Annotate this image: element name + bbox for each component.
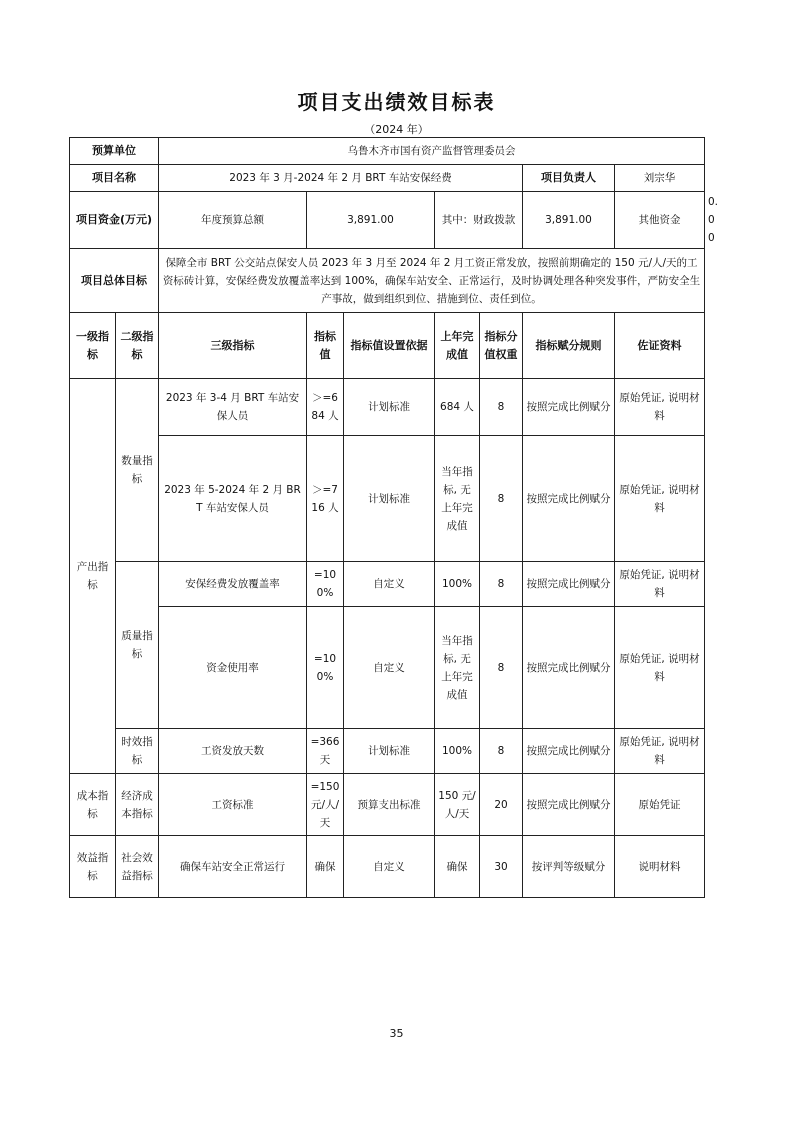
weight-cell: 8 bbox=[480, 436, 523, 562]
page-title: 项目支出绩效目标表 bbox=[297, 90, 496, 114]
fiscal-allocation-value: 3,891.00 bbox=[523, 192, 615, 249]
weight-cell: 8 bbox=[480, 562, 523, 607]
budget-unit-label: 预算单位 bbox=[70, 138, 159, 165]
table-row bbox=[70, 436, 705, 562]
evidence-cell: 说明材料 bbox=[615, 836, 705, 898]
header-level2: 二级指标 bbox=[116, 313, 159, 379]
category-benefit: 效益指标 bbox=[70, 836, 116, 898]
basis-cell: 自定义 bbox=[344, 836, 435, 898]
evidence-cell: 原始凭证, 说明材料 bbox=[615, 607, 705, 729]
weight-cell: 8 bbox=[480, 379, 523, 436]
category-quality: 质量指标 bbox=[116, 562, 159, 729]
value-cell: 确保 bbox=[307, 836, 344, 898]
last-year-cell: 684 人 bbox=[435, 379, 480, 436]
other-funds-label: 其他资金 bbox=[615, 192, 705, 249]
last-year-cell: 当年指标, 无上年完成值 bbox=[435, 436, 480, 562]
basis-cell: 自定义 bbox=[344, 607, 435, 729]
rule-cell: 按照完成比例赋分 bbox=[523, 729, 615, 774]
value-cell: =366 天 bbox=[307, 729, 344, 774]
value-cell: =150 元/人/天 bbox=[307, 774, 344, 836]
header-last-year: 上年完成值 bbox=[435, 313, 480, 379]
header-rule: 指标赋分规则 bbox=[523, 313, 615, 379]
table-row bbox=[70, 774, 705, 836]
value-cell: ＞=716 人 bbox=[307, 436, 344, 562]
project-name-label: 项目名称 bbox=[70, 165, 159, 192]
budget-unit-row bbox=[70, 138, 705, 165]
last-year-cell: 100% bbox=[435, 562, 480, 607]
table-row bbox=[70, 607, 705, 729]
last-year-cell: 100% bbox=[435, 729, 480, 774]
fiscal-allocation-label: 其中：财政拨款 bbox=[435, 192, 523, 249]
header-row bbox=[70, 313, 705, 379]
evidence-cell: 原始凭证, 说明材料 bbox=[615, 379, 705, 436]
level3-cell: 2023 年 3-4 月 BRT 车站安保人员 bbox=[159, 379, 307, 436]
evidence-cell: 原始凭证 bbox=[615, 774, 705, 836]
annual-budget-label: 年度预算总额 bbox=[159, 192, 307, 249]
overall-goal-row bbox=[70, 249, 705, 313]
rule-cell: 按评判等级赋分 bbox=[523, 836, 615, 898]
rule-cell: 按照完成比例赋分 bbox=[523, 436, 615, 562]
rule-cell: 按照完成比例赋分 bbox=[523, 379, 615, 436]
basis-cell: 计划标准 bbox=[344, 379, 435, 436]
weight-cell: 20 bbox=[480, 774, 523, 836]
project-funds-label: 项目资金(万元) bbox=[70, 192, 159, 249]
header-evidence: 佐证资料 bbox=[615, 313, 705, 379]
category-quantity: 数量指标 bbox=[116, 379, 159, 562]
level3-cell: 资金使用率 bbox=[159, 607, 307, 729]
last-year-cell: 确保 bbox=[435, 836, 480, 898]
weight-cell: 30 bbox=[480, 836, 523, 898]
level3-cell: 2023 年 5-2024 年 2 月 BRT 车站安保人员 bbox=[159, 436, 307, 562]
value-cell: =100% bbox=[307, 607, 344, 729]
rule-cell: 按照完成比例赋分 bbox=[523, 774, 615, 836]
category-economic-cost: 经济成本指标 bbox=[116, 774, 159, 836]
value-cell: ＞=684 人 bbox=[307, 379, 344, 436]
evidence-cell: 原始凭证, 说明材料 bbox=[615, 436, 705, 562]
table-row bbox=[70, 562, 705, 607]
last-year-cell: 当年指标, 无上年完成值 bbox=[435, 607, 480, 729]
header-basis: 指标值设置依据 bbox=[344, 313, 435, 379]
basis-cell: 计划标准 bbox=[344, 436, 435, 562]
project-name-row bbox=[70, 165, 705, 192]
table-row bbox=[70, 729, 705, 774]
performance-target-table bbox=[69, 137, 719, 898]
project-lead-label: 项目负责人 bbox=[523, 165, 615, 192]
table-row bbox=[70, 379, 705, 436]
header-weight: 指标分值权重 bbox=[480, 313, 523, 379]
project-lead-value: 刘宗华 bbox=[615, 165, 705, 192]
level3-cell: 确保车站安全正常运行 bbox=[159, 836, 307, 898]
basis-cell: 预算支出标准 bbox=[344, 774, 435, 836]
category-social-benefit: 社会效益指标 bbox=[116, 836, 159, 898]
table-row bbox=[70, 836, 705, 898]
weight-cell: 8 bbox=[480, 729, 523, 774]
rule-cell: 按照完成比例赋分 bbox=[523, 607, 615, 729]
year-label: （2024 年） bbox=[364, 123, 429, 136]
category-cost: 成本指标 bbox=[70, 774, 116, 836]
overall-goal-label: 项目总体目标 bbox=[70, 249, 159, 313]
header-level1: 一级指标 bbox=[70, 313, 116, 379]
level3-cell: 安保经费发放覆盖率 bbox=[159, 562, 307, 607]
overall-goal-text: 保障全市 BRT 公交站点保安人员 2023 年 3 月至 2024 年 2 月工资正常发放，按照前期确定的 150 元/人/天的工资标砖计算，安保经费发放覆盖率达到 100%，确保车站安全、正常运行，及时协调处理各种突发事件，严防安全生产事故，做到组织到位、措施到位、责任到位。 bbox=[159, 249, 705, 313]
budget-unit-value: 乌鲁木齐市国有资产监督管理委员会 bbox=[159, 138, 705, 165]
header-level3: 三级指标 bbox=[159, 313, 307, 379]
basis-cell: 自定义 bbox=[344, 562, 435, 607]
basis-cell: 计划标准 bbox=[344, 729, 435, 774]
header-value: 指标值 bbox=[307, 313, 344, 379]
project-funds-row: 项目资金(万元) 年度预算总额 3,891.00 其中：财政拨款 3,891.00 其他资金 0.00 bbox=[70, 192, 705, 249]
annual-budget-value: 3,891.00 bbox=[307, 192, 435, 249]
level3-cell: 工资发放天数 bbox=[159, 729, 307, 774]
evidence-cell: 原始凭证, 说明材料 bbox=[615, 562, 705, 607]
page-number: 35 bbox=[389, 1027, 404, 1040]
category-output: 产出指标 bbox=[70, 379, 116, 774]
rule-cell: 按照完成比例赋分 bbox=[523, 562, 615, 607]
category-timeliness: 时效指标 bbox=[116, 729, 159, 774]
last-year-cell: 150 元/人/天 bbox=[435, 774, 480, 836]
value-cell: =100% bbox=[307, 562, 344, 607]
evidence-cell: 原始凭证, 说明材料 bbox=[615, 729, 705, 774]
weight-cell: 8 bbox=[480, 607, 523, 729]
project-name-value: 2023 年 3 月-2024 年 2 月 BRT 车站安保经费 bbox=[159, 165, 523, 192]
level3-cell: 工资标准 bbox=[159, 774, 307, 836]
